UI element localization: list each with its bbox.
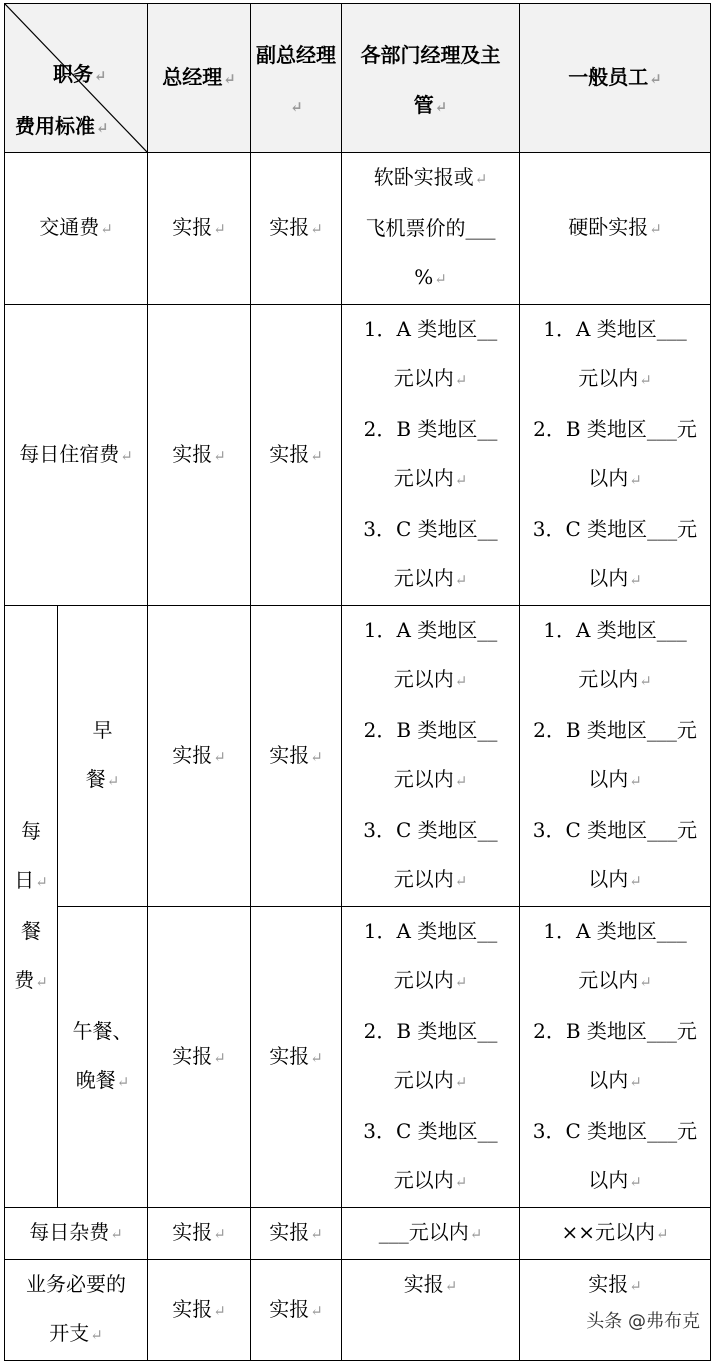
- cell-misc-dept: ___元以内↵: [342, 1208, 520, 1260]
- watermark-text: 头条 @弗布克: [586, 1311, 700, 1332]
- row-label-daily-meals: 每 日↵ 餐 费↵: [5, 606, 58, 1208]
- cell-misc-staff: ××元以内↵: [520, 1208, 711, 1260]
- row-label-lodging: 每日住宿费↵: [5, 305, 148, 606]
- row-label-business: 业务必要的 开支↵: [5, 1260, 148, 1361]
- cell-business-deputy: 实报↵: [251, 1260, 342, 1361]
- cell-breakfast-staff: 1．A 类地区___ 元以内↵ 2．B 类地区___元 以内↵ 3．C 类地区___元 以内↵: [520, 606, 711, 907]
- cell-lunch-dinner-staff: 1．A 类地区___ 元以内↵ 2．B 类地区___元 以内↵ 3．C 类地区___元 以内↵: [520, 907, 711, 1208]
- cell-traffic-dept: 软卧实报或↵ 飞机票价的___ %↵: [342, 153, 520, 305]
- header-row: [5, 4, 711, 153]
- cell-business-gm: 实报↵: [148, 1260, 251, 1361]
- row-label-lunch-dinner: 午餐、 晚餐↵: [58, 907, 148, 1208]
- header-general-manager: 总经理↵: [148, 4, 251, 153]
- cell-lunch-dinner-gm: 实报↵: [148, 907, 251, 1208]
- cell-breakfast-dept: 1．A 类地区__ 元以内↵ 2．B 类地区__ 元以内↵ 3．C 类地区__ 元以内↵: [342, 606, 520, 907]
- header-general-staff: 一般员工↵: [520, 4, 711, 153]
- table-row-lunch-dinner: [5, 907, 711, 1208]
- table-row-breakfast: [5, 606, 711, 907]
- expense-standard-table: [4, 3, 711, 1361]
- cell-breakfast-gm: 实报↵: [148, 606, 251, 907]
- header-expense-standard-label: 费用标准↵: [15, 114, 109, 138]
- header-dept-managers: 各部门经理及主 管↵: [342, 4, 520, 153]
- cell-lunch-dinner-dept: 1．A 类地区__ 元以内↵ 2．B 类地区__ 元以内↵ 3．C 类地区__ 元以内↵: [342, 907, 520, 1208]
- cell-breakfast-deputy: 实报↵: [251, 606, 342, 907]
- header-deputy-general-manager: 副总经理↵: [251, 4, 342, 153]
- cell-traffic-staff: 硬卧实报↵: [520, 153, 711, 305]
- cell-business-staff: 实报↵: [520, 1260, 711, 1361]
- cell-misc-gm: 实报↵: [148, 1208, 251, 1260]
- cell-misc-deputy: 实报↵: [251, 1208, 342, 1260]
- table-row-lodging: [5, 305, 711, 606]
- cell-lodging-deputy: 实报↵: [251, 305, 342, 606]
- cell-traffic-deputy: 实报↵: [251, 153, 342, 305]
- cell-lodging-gm: 实报↵: [148, 305, 251, 606]
- cell-lodging-dept: 1．A 类地区__ 元以内↵ 2．B 类地区__ 元以内↵ 3．C 类地区__ 元以内↵: [342, 305, 520, 606]
- cell-traffic-gm: 实报↵: [148, 153, 251, 305]
- table-row-business: [5, 1260, 711, 1361]
- row-label-misc: 每日杂费↵: [5, 1208, 148, 1260]
- table-row-misc: [5, 1208, 711, 1260]
- diagonal-header-cell: [5, 4, 148, 153]
- cell-lunch-dinner-deputy: 实报↵: [251, 907, 342, 1208]
- table-row-traffic: [5, 153, 711, 305]
- row-label-traffic: 交通费↵: [5, 153, 148, 305]
- cell-lodging-staff: 1．A 类地区___ 元以内↵ 2．B 类地区___元 以内↵ 3．C 类地区___元 以内↵: [520, 305, 711, 606]
- row-label-breakfast: 早 餐↵: [58, 606, 148, 907]
- header-position-label: 职务↵: [53, 62, 107, 86]
- cell-business-dept: 实报↵: [342, 1260, 520, 1361]
